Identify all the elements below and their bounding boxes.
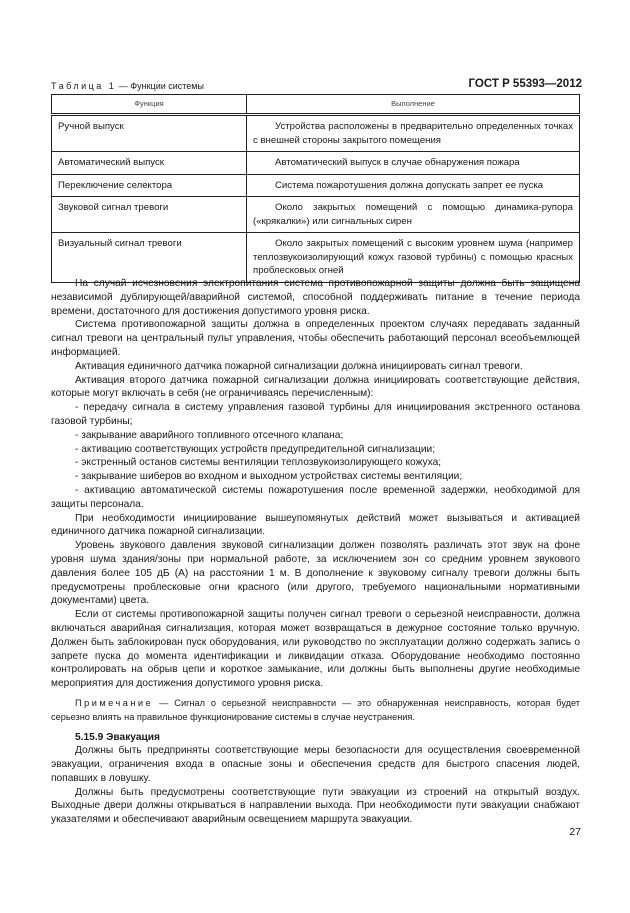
table-caption-title: — Функции системы bbox=[116, 81, 204, 91]
table-row bbox=[52, 197, 580, 233]
paragraph: Активация единичного датчика пожарной сигнализации должна инициировать сигнал тревоги. bbox=[75, 360, 523, 372]
function-cell: Визуальный сигнал тревоги bbox=[52, 233, 247, 283]
table-row bbox=[52, 233, 580, 283]
table-caption bbox=[51, 81, 204, 91]
standard-number: ГОСТ Р 55393—2012 bbox=[468, 78, 582, 90]
list-item: - передачу сигнала в систему управления газовой турбины для инициирования экстренного останова газовой турбины; bbox=[51, 402, 580, 427]
section-heading: 5.15.9 Эвакуация bbox=[75, 731, 160, 743]
execution-text: Около закрытых помещений с высоким уровнем шума (например теплозвукоизолирующий кожух газовой турбины) с помощью красных проблесковых огней bbox=[253, 238, 573, 276]
execution-text: Автоматический выпуск в случае обнаружения пожара bbox=[275, 157, 520, 168]
note bbox=[51, 697, 580, 725]
paragraph: При необходимости инициирование вышеупомянутых действий может вызываться и активацией единичного датчика пожарной сигнализации. bbox=[51, 512, 580, 538]
execution-cell bbox=[247, 174, 580, 197]
paragraph: Уровень звукового давления звуковой сигнализации должен позволять различать этот звук на фоне уровня шума здания/зоны при нормальной работе, за исключением зон со средним уровнем звукового давления более 105 дБ (А) на расстоянии 1 м. В дополнение к звуковому сигналу тревоги должны быть предусмотрены проблесковые огни красного (или другого, требуемого национальными нормативными документами) цвета. bbox=[51, 540, 580, 607]
list-item: - закрывание аварийного топливного отсечного клапана; bbox=[75, 429, 344, 441]
note-label: Примечание bbox=[75, 697, 154, 708]
execution-text: Около закрытых помещений с помощью динамика-рупора («крякалки») или сигнальных сирен bbox=[253, 202, 573, 227]
execution-text: Устройства расположены в предварительно определенных точках с внешней стороны закрытого помещения bbox=[253, 121, 573, 146]
execution-cell bbox=[247, 115, 580, 152]
paragraph: Должны быть предусмотрены соответствующие пути эвакуации из строений на открытый воздух. Выходные двери должны открываться в направлении выхода. При необходимости пути эвакуации снабжают указателями и обеспечивают аварийным освещением маршрута эвакуации. bbox=[51, 786, 580, 826]
paragraph: Активация второго датчика пожарной сигнализации должна инициировать соответствующие действия, которые могут включать в себя (не ограничиваясь перечисленным): bbox=[51, 374, 580, 400]
functions-table bbox=[51, 94, 580, 283]
function-cell: Переключение селектора bbox=[52, 174, 247, 197]
execution-cell bbox=[247, 197, 580, 233]
function-cell: Ручной выпуск bbox=[52, 115, 247, 152]
table-row bbox=[52, 174, 580, 197]
paragraph: Система противопожарной защиты должна в определенных проектом случаях передавать заданный сигнал тревоги на центральный пульт управления, чтобы обеспечить работающий персонал всеобъемлющей информацией. bbox=[51, 319, 580, 358]
function-cell: Автоматический выпуск bbox=[52, 152, 247, 175]
execution-cell bbox=[247, 233, 580, 283]
paragraph: Если от системы противопожарной защиты получен сигнал тревоги о серьезной неисправности, должна включаться аварийная сигнализация, которая может возвращаться в дежурное состояние только вручную. Должен быть заблокирован пуск оборудования, или руководство по эксплуатации должно содержать запись о запрете пуска до момента идентификации и ликвидации отказа. Оборудование необходимо постоянно контролировать на обрыв цепи и короткое замыкание, или должны быть выполнены другие необходимые мероприятия для достижения допустимого уровня риска. bbox=[51, 609, 580, 690]
table-row bbox=[52, 152, 580, 175]
paragraph: На случай исчезновения электропитания система противопожарной защиты должна быть защищена независимой дублирующей/аварийной системой, способной поддерживать питание в течение периода времени, достаточного для достижения допустимого уровня риска. bbox=[51, 278, 580, 317]
execution-text: Система пожаротушения должна допускать запрет ее пуска bbox=[275, 179, 544, 191]
list-item: - экстренный останов системы вентиляции теплозвукоизолирующего кожуха; bbox=[75, 457, 442, 469]
paragraph: Должны быть предприняты соответствующие меры безопасности для осуществления своевременной эвакуации, ограничения входа в опасные зоны и обеспечения средств для быстрого спасения людей, попавших в ловушку. bbox=[51, 745, 580, 784]
list-item: - закрывание шиберов во входном и выходном устройствах системы вентиляции; bbox=[75, 471, 463, 483]
body-text bbox=[51, 277, 580, 827]
column-header: Выполнение bbox=[247, 95, 580, 115]
list-item: - активацию соответствующих устройств предупредительной сигнализации; bbox=[75, 443, 436, 455]
note-text: — Сигнал о серьезной неисправности — это обнаруженная неисправность, которая будет серьезно влиять на правильное функционирование системы в случае неустранения. bbox=[51, 697, 580, 722]
table-row bbox=[52, 115, 580, 152]
column-header: Функция bbox=[52, 95, 247, 115]
table-caption-label: Таблица 1 bbox=[51, 81, 117, 91]
page-number: 27 bbox=[569, 826, 581, 838]
list-item: - активацию автоматической системы пожаротушения после временной задержки, необходимой для защиты персонала. bbox=[51, 484, 580, 510]
execution-cell bbox=[247, 152, 580, 175]
function-cell: Звуковой сигнал тревоги bbox=[52, 197, 247, 233]
